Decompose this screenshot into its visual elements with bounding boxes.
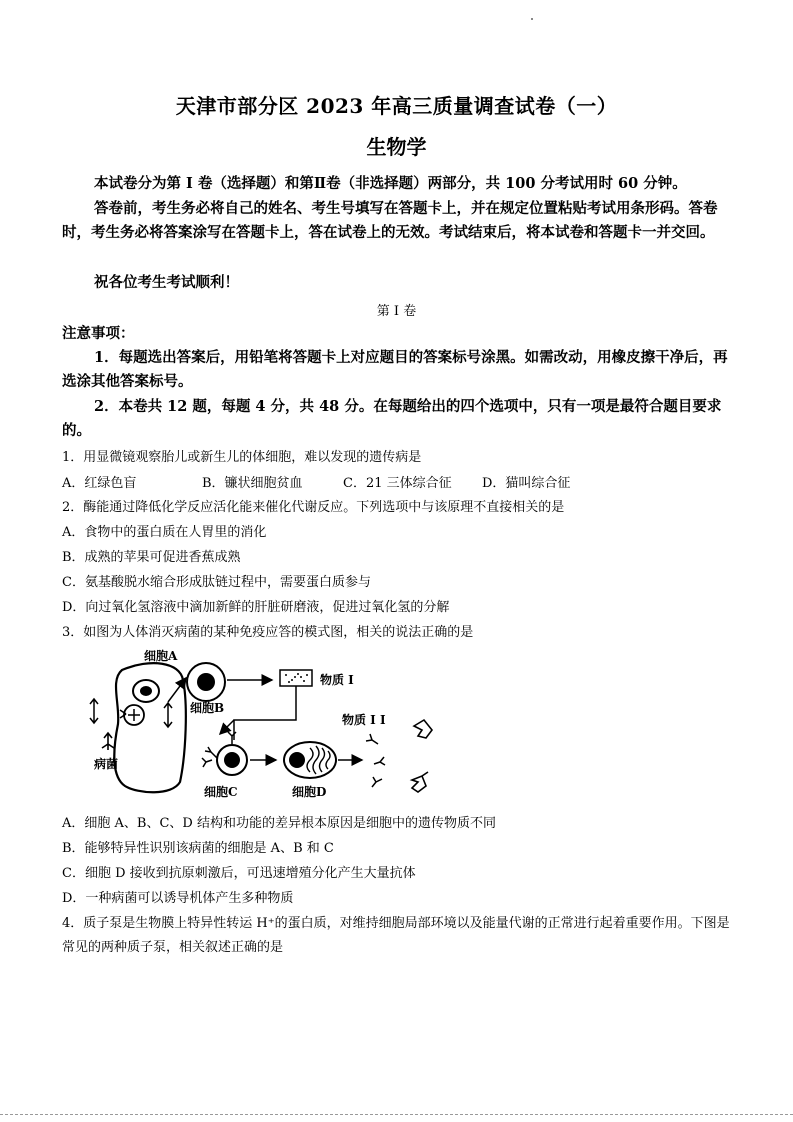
cell-b [187,663,225,701]
cell-d-label: 细胞D [292,785,327,799]
q2-option-b: B．成熟的苹果可促进香蕉成熟 [62,550,241,565]
cell-b-label: 细胞B [190,701,225,715]
pathogen-label: 病菌 [94,757,119,771]
intro-line2: 答卷前，考生务必将自己的姓名、考生号填写在答题卡上，并在规定位置粘贴考试用条形码。答卷时，考生务必将答案涂写在答题卡上，答在试卷上的无效。考试结束后，将本试卷和答题卡一并交回。 [62,200,718,241]
notes-heading: 注意事项： [62,325,135,342]
page-bottom-rule [0,1114,793,1115]
cell-c-label: 细胞C [204,785,238,799]
receptor-y-icon [228,732,236,744]
substance-1-label: 物质 I [320,673,354,687]
cell-a [114,663,186,792]
q3-option-d: D．一种病菌可以诱导机体产生多种物质 [62,891,294,906]
q1-option-a: A．红绿色盲 [62,476,137,491]
intro-wish: 祝各位考生考试顺利！ [94,274,239,291]
q3-option-a: A．细胞 A、B、C、D 结构和功能的差异根本原因是细胞中的遗传物质不同 [62,816,496,831]
substance-2-label: 物质 I I [342,713,386,727]
antigen-antibody-complex-icons [412,720,432,792]
q3-option-b: B．能够特异性识别该病菌的细胞是 A、B 和 C [62,841,334,856]
cell-d [284,742,336,778]
arrow-to-c-receptor [220,720,234,734]
q1-option-c: C．21 三体综合征 [343,476,452,491]
immune-response-diagram [80,644,450,806]
q2-option-c: C．氨基酸脱水缩合形成肽链过程中，需要蛋白质参与 [62,575,371,590]
cell-a-label: 细胞A [144,649,178,663]
connector-line [234,686,296,740]
q1-option-d: D．猫叫综合征 [482,476,571,491]
q2-stem: 2．酶能通过降低化学反应活化能来催化代谢反应。下列选项中与该原理不直接相关的是 [62,500,565,515]
arrow-a-to-b [168,678,186,702]
q1-option-b: B．镰状细胞贫血 [202,476,303,491]
q1-stem: 1．用显微镜观察胎儿或新生儿的体细胞，难以发现的遗传病是 [62,450,422,465]
substance-1-box [280,670,312,686]
antibody-icons [366,734,385,787]
note-1: 1．每题选出答案后，用铅笔将答题卡上对应题目的答案标号涂黑。如需改动，用橡皮擦干净后，再选涂其他答案标号。 [62,349,728,390]
pathogen-double-arrow [90,699,98,723]
q3-stem: 3．如图为人体消灭病菌的某种免疫应答的模式图，相关的说法正确的是 [62,625,474,640]
scan-dot [531,18,533,20]
subject-title: 生物学 [366,135,427,159]
cell-c [202,745,247,775]
q4-stem: 4．质子泵是生物膜上特异性转运 H⁺的蛋白质，对维持细胞局部环境以及能量代谢的正常进行起着重要作用。下图是常见的两种质子泵，相关叙述正确的是 [62,916,730,955]
note-2: 2．本卷共 12 题，每题 4 分，共 48 分。在每题给出的四个选项中，只有一项是最符合题目要求的。 [62,398,722,439]
intro-line1: 本试卷分为第 I 卷（选择题）和第Ⅱ卷（非选择题）两部分，共 100 分考试用时 60 分钟。 [94,175,687,192]
double-arrow-a [164,703,172,727]
section-label: 第 I 卷 [376,304,417,319]
q2-option-a: A．食物中的蛋白质在人胃里的消化 [62,525,267,540]
q2-option-d: D．向过氧化氢溶液中滴加新鲜的肝脏研磨液，促进过氧化氢的分解 [62,600,450,615]
pathogen-icon [102,733,114,750]
q3-option-c: C．细胞 D 接收到抗原刺激后，可迅速增殖分化产生大量抗体 [62,866,416,881]
exam-title: 天津市部分区 2023 年高三质量调查试卷（一） [175,94,618,118]
